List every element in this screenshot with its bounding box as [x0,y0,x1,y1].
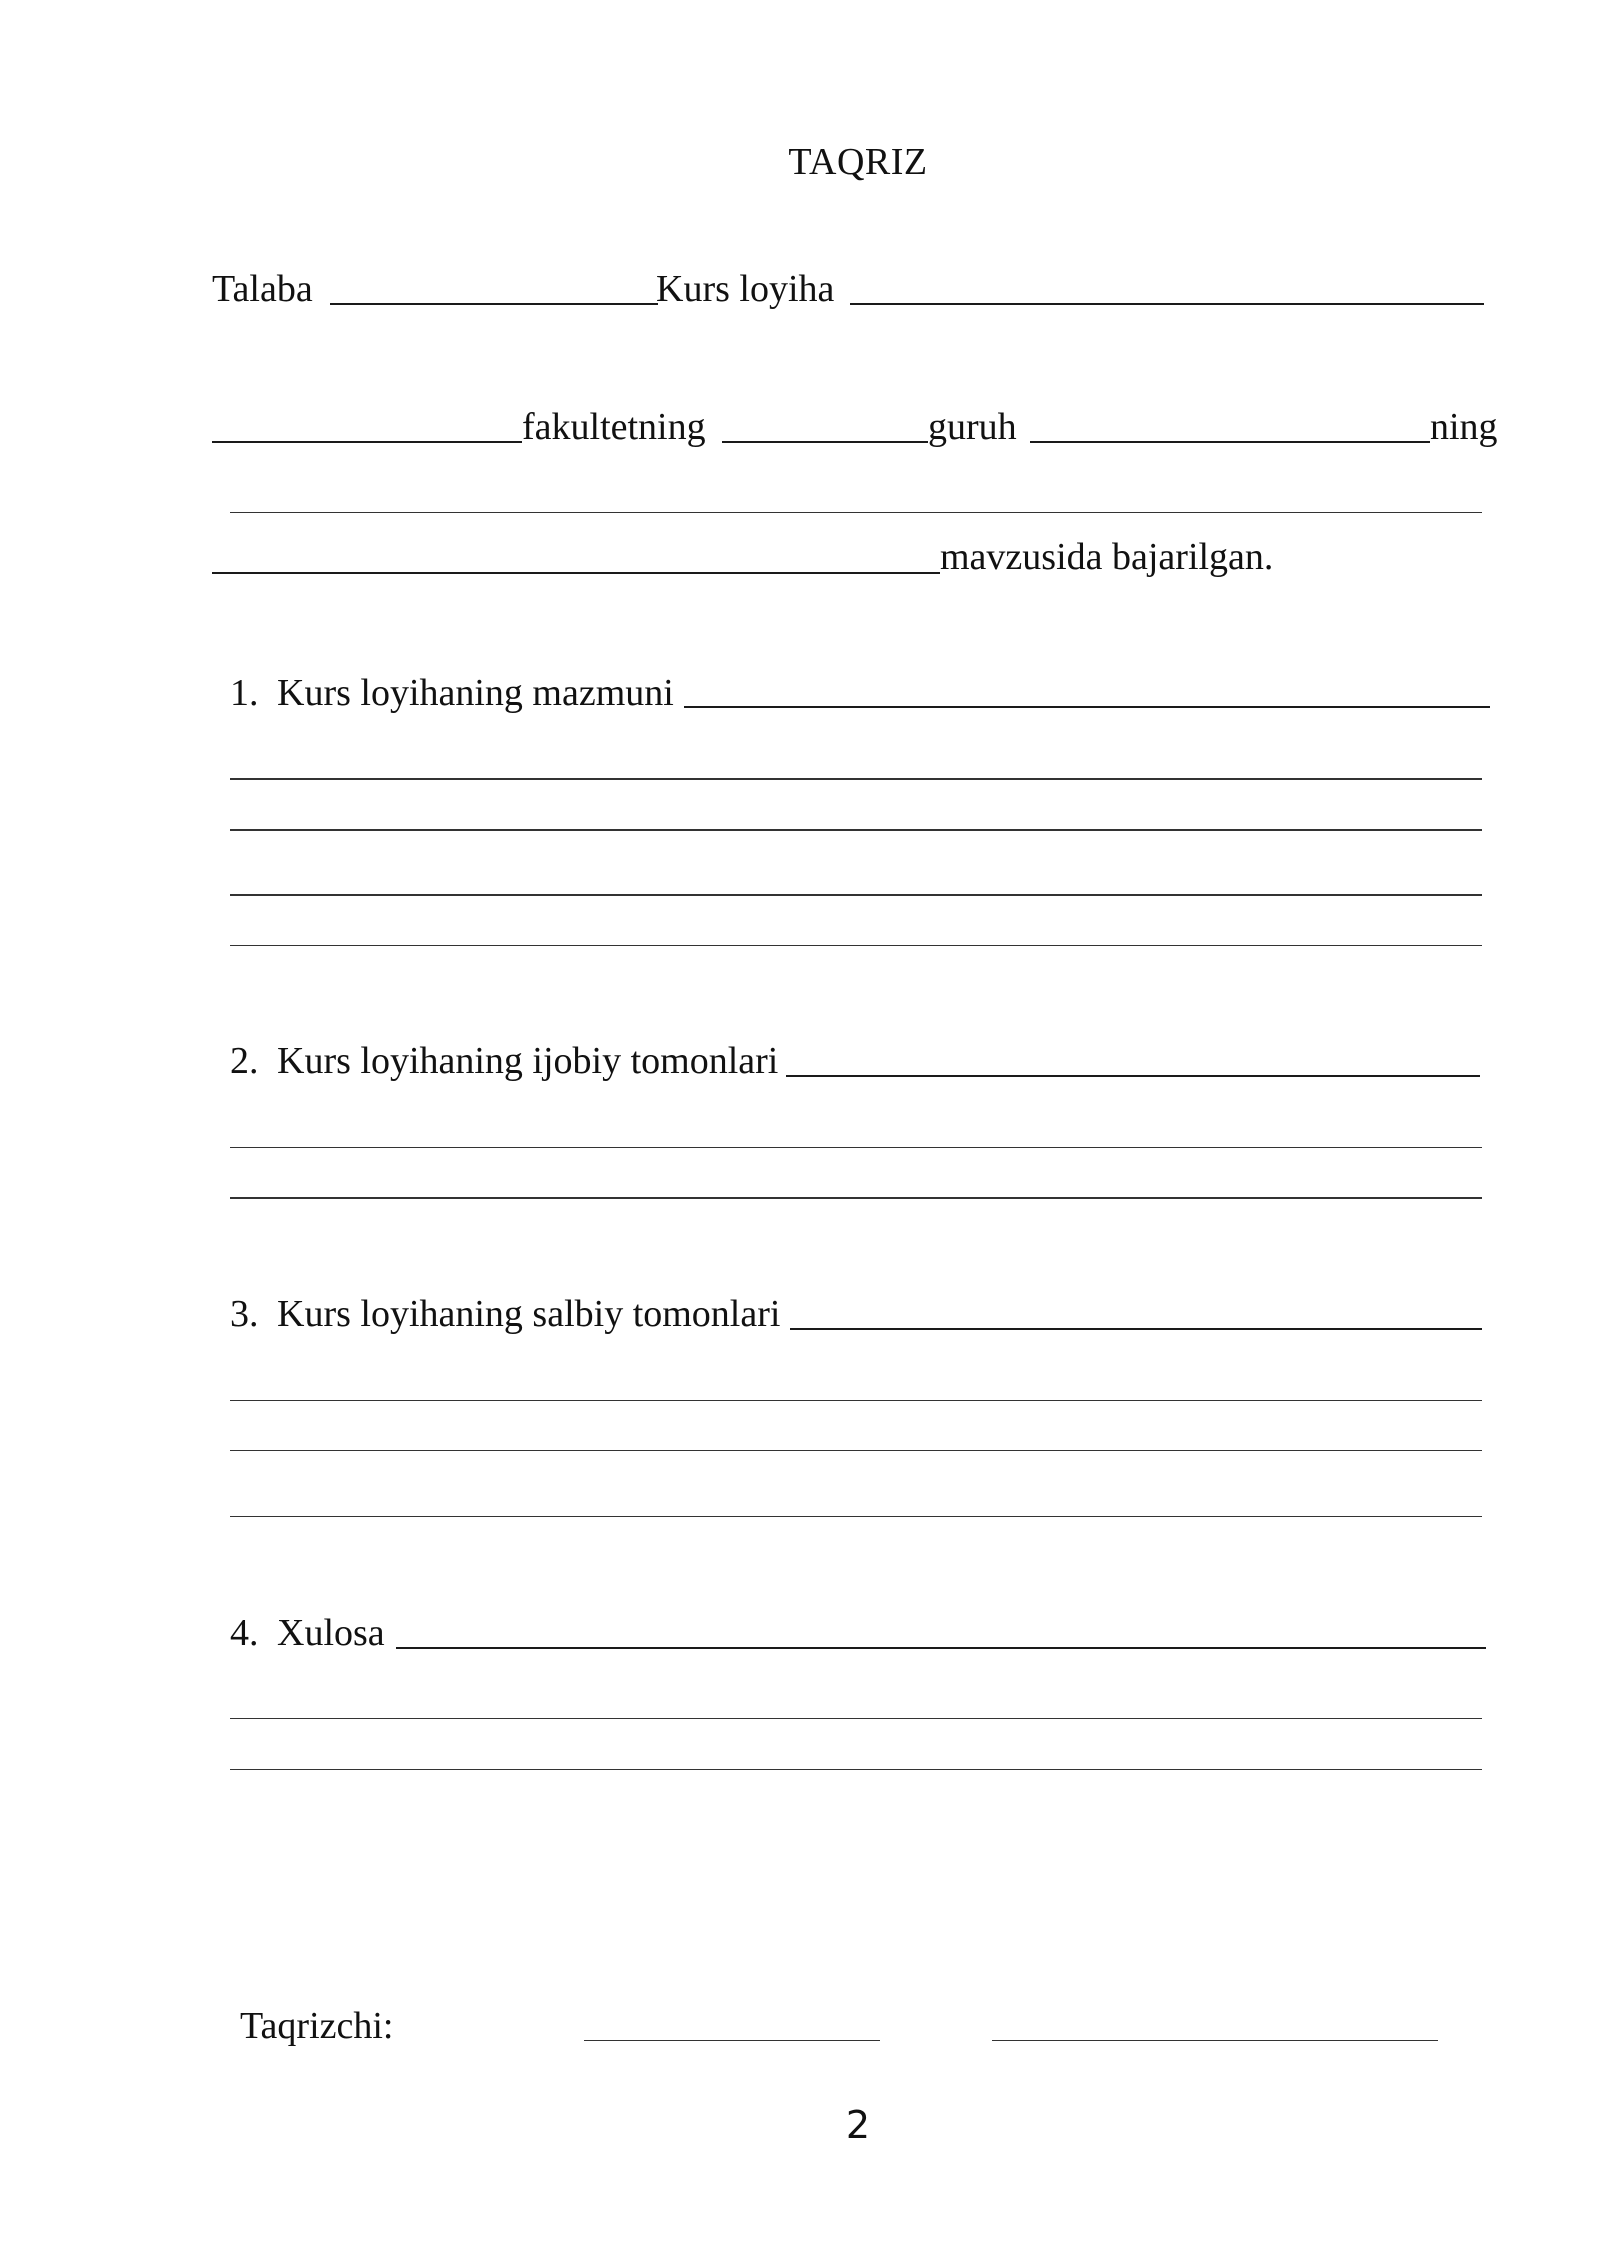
section-2-number: 2. [230,1040,259,1082]
section-2-label: Kurs loyihaning ijobiy tomonlari [277,1040,779,1082]
section-3-answer-line[interactable] [230,1450,1482,1451]
section-2-answer-line[interactable] [230,1147,1482,1148]
section-1-answer-field[interactable] [684,706,1490,708]
reviewer-name-field[interactable] [992,2040,1438,2041]
page-number: 2 [845,2103,871,2147]
section-4-label: Xulosa [277,1612,385,1654]
group-number-field[interactable] [722,441,928,443]
faculty-name-field[interactable] [212,441,522,443]
reviewer-label: Taqrizchi: [240,2005,394,2047]
section-4-answer-line[interactable] [230,1718,1482,1719]
student-name-field[interactable] [330,303,658,305]
section-4-number: 4. [230,1612,259,1654]
possessive-suffix: ning [1430,406,1498,448]
course-project-field[interactable] [850,303,1484,305]
topic-line[interactable] [230,512,1482,513]
section-3-number: 3. [230,1293,259,1335]
section-2-answer-line[interactable] [230,1197,1482,1199]
section-1-number: 1. [230,672,259,714]
student-fullname-field[interactable] [1030,441,1430,443]
section-2-answer-field[interactable] [786,1075,1480,1077]
section-1-answer-line[interactable] [230,894,1482,896]
section-4-answer-field[interactable] [396,1647,1486,1649]
topic-suffix: mavzusida bajarilgan. [940,536,1274,578]
student-label: Talaba [212,268,313,310]
section-4-answer-line[interactable] [230,1769,1482,1770]
section-1-answer-line[interactable] [230,829,1482,831]
section-3-answer-line[interactable] [230,1400,1482,1401]
section-1-answer-line[interactable] [230,778,1482,780]
section-1-answer-line[interactable] [230,945,1482,946]
reviewer-signature-field[interactable] [584,2040,880,2041]
section-3-answer-line[interactable] [230,1516,1482,1517]
faculty-label: fakultetning [522,406,706,448]
section-3-answer-field[interactable] [790,1328,1482,1330]
topic-field[interactable] [212,572,940,574]
group-label: guruh [928,406,1017,448]
section-3-label: Kurs loyihaning salbiy tomonlari [277,1293,781,1335]
course-project-label: Kurs loyiha [656,268,835,310]
document-title: TAQRIZ [788,141,928,183]
section-1-label: Kurs loyihaning mazmuni [277,672,674,714]
